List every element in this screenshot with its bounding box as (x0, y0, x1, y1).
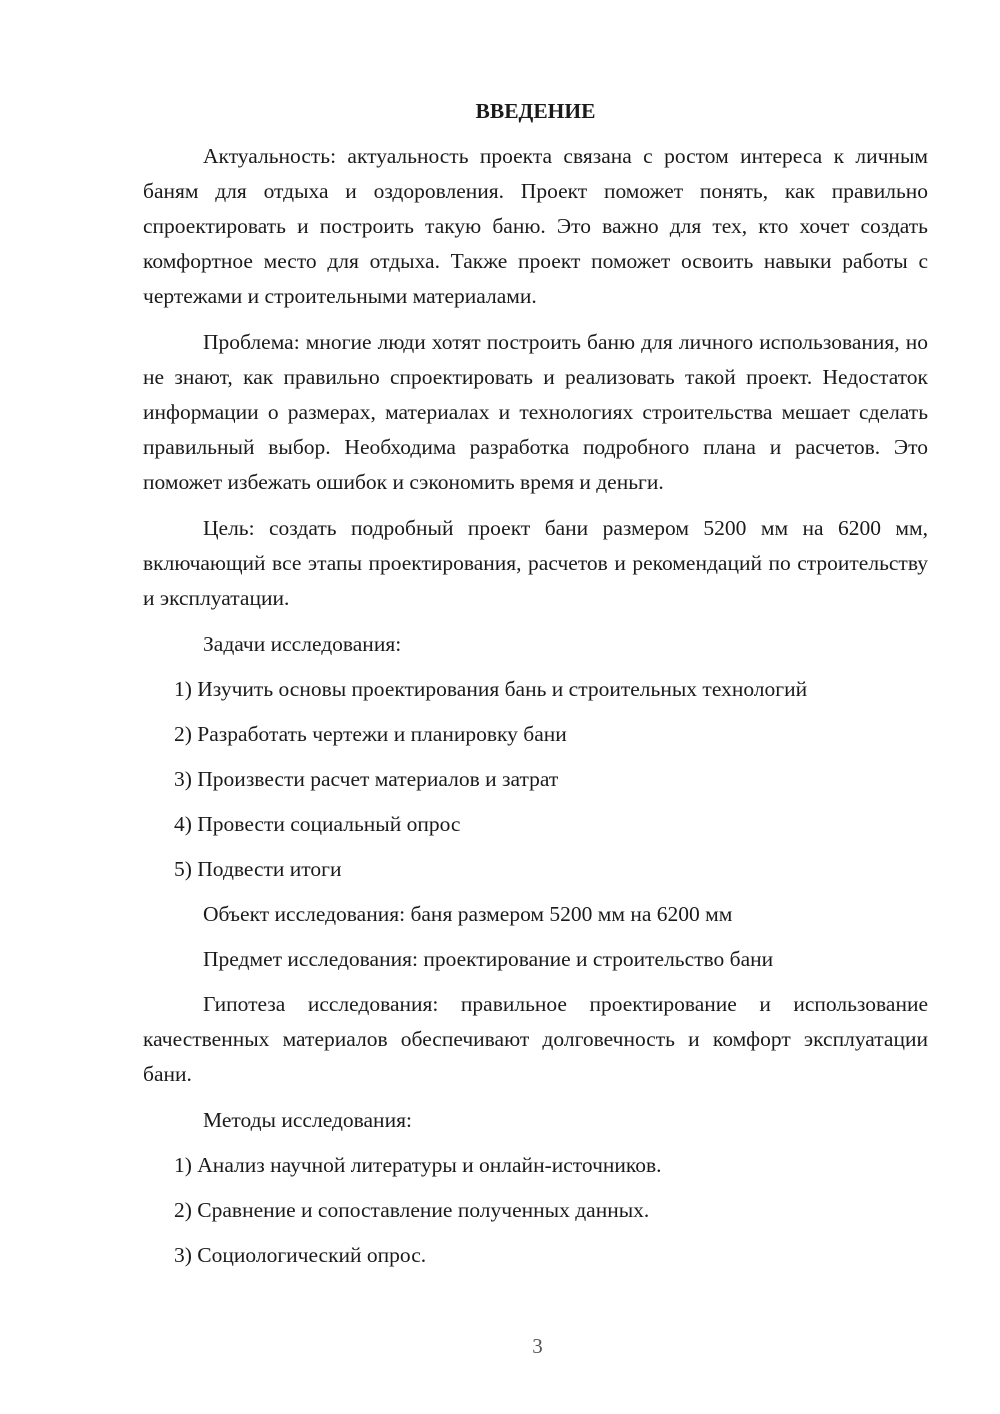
list-item: 4) Провести социальный опрос (174, 812, 461, 836)
document-page (143, 96, 928, 1283)
list-item: 3) Произвести расчет материалов и затрат (174, 767, 559, 791)
page-number: 3 (532, 1334, 543, 1358)
problem-paragraph: Проблема: многие люди хотят построить баню для личного использования, но не знают, как правильно спроектировать и реализовать такой проект. Недостаток информации о размерах, материалах и технологиях строительства мешает сделать правильный выбор. Необходима разработка подробного плана и расчетов. Это поможет избежать ошибок и сэкономить время и деньги. (143, 330, 928, 494)
methods-heading: Методы исследования: (203, 1108, 412, 1132)
list-item: 3) Социологический опрос. (174, 1243, 427, 1267)
list-item: 2) Разработать чертежи и планировку бани (174, 722, 567, 746)
list-item: 5) Подвести итоги (174, 857, 342, 881)
relevance-paragraph: Актуальность: актуальность проекта связана с ростом интереса к личным баням для отдыха и оздоровления. Проект поможет понять, как правильно спроектировать и построить такую баню. Это важно для тех, кто хочет создать комфортное место для отдыха. Также проект поможет освоить навыки работы с чертежами и строительными материалами. (143, 144, 928, 308)
section-title: ВВЕДЕНИЕ (475, 99, 596, 123)
hypothesis-paragraph: Гипотеза исследования: правильное проектирование и использование качественных материалов обеспечивают долговечность и комфорт эксплуатации бани. (143, 992, 928, 1086)
methods-list (143, 1148, 928, 1273)
list-item: 2) Сравнение и сопоставление полученных данных. (174, 1198, 650, 1222)
object-paragraph: Объект исследования: баня размером 5200 мм на 6200 мм (203, 902, 733, 926)
tasks-list (143, 672, 928, 887)
goal-paragraph: Цель: создать подробный проект бани размером 5200 мм на 6200 мм, включающий все этапы проектирования, расчетов и рекомендаций по строительству и эксплуатации. (143, 516, 928, 610)
tasks-heading: Задачи исследования: (203, 632, 402, 656)
subject-paragraph: Предмет исследования: проектирование и строительство бани (203, 947, 774, 971)
list-item: 1) Изучить основы проектирования бань и строительных технологий (174, 677, 808, 701)
list-item: 1) Анализ научной литературы и онлайн-источников. (174, 1153, 662, 1177)
